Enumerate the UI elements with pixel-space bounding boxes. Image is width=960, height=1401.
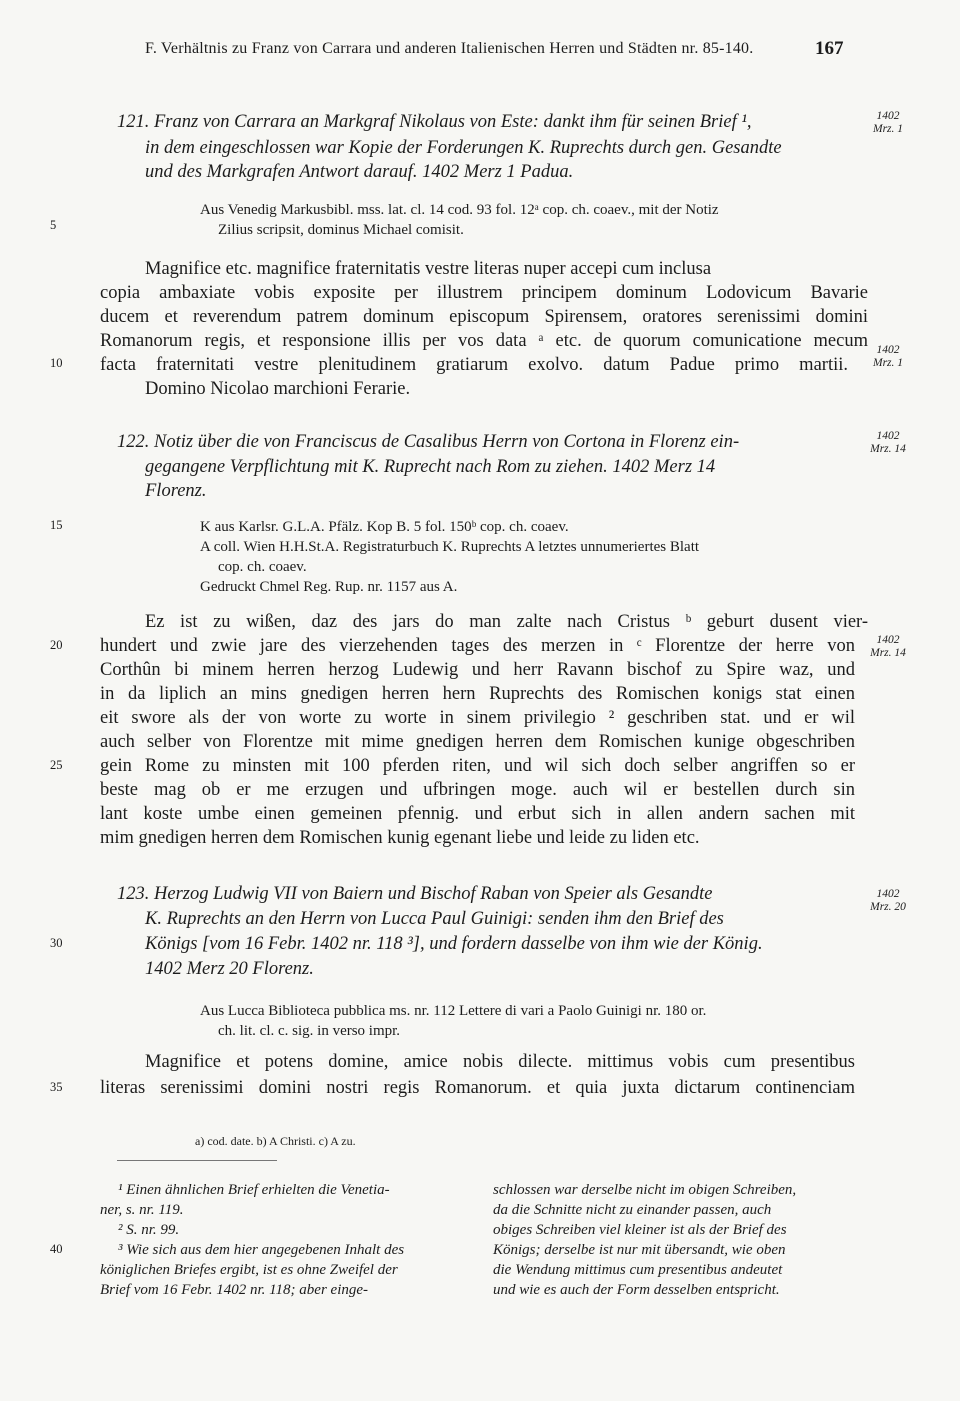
footnote-right-line-6: und wie es auch der Form desselben entspricht. [493, 1282, 780, 1298]
margin-year: 1402 [876, 888, 900, 900]
doc122-date-margin [864, 430, 912, 456]
doc121-title-line-3: und des Markgrafen Antwort darauf. 1402 Merz 1 Padua. [145, 162, 574, 182]
doc122-body-line-10: mim gnedigen herren dem Romischen kunig egenant liebe und leide zu liden etc. [100, 828, 700, 848]
doc122-body-line-6: auch selber von Florentze mit mime gnedigen herren dem Romischen kunige obgeschriben [100, 732, 855, 752]
footnote-left-line-3: ² S. nr. 99. [118, 1222, 180, 1238]
line-number-15: 15 [50, 518, 63, 532]
footnote-right-line-4: Königs; derselbe ist nur mit übersandt, wie oben [493, 1242, 786, 1258]
doc123-title-line-2: K. Ruprechts an den Herrn von Lucca Paul Guinigi: senden ihm den Brief des [145, 909, 724, 929]
doc121-title-line-2: in dem eingeschlossen war Kopie der Forderungen K. Ruprechts durch gen. Gesandte [145, 138, 782, 158]
line-number-30: 30 [50, 936, 63, 950]
margin-date: Mrz. 14 [870, 443, 906, 455]
page-number: 167 [815, 38, 844, 59]
doc122-source-line-1: K aus Karlsr. G.L.A. Pfälz. Kop B. 5 fol. 150ᵇ cop. ch. coaev. [200, 519, 569, 535]
doc122-title-line-3: Florenz. [145, 481, 207, 501]
margin-date: Mrz. 1 [872, 123, 904, 135]
margin-year: 1402 [876, 430, 900, 442]
doc122-body-line-4: in da liplich an mins gnedigen herren hern Ruprechts des Romischen konigs stat einen [100, 684, 855, 704]
doc122-body-line-8: beste mag ob er me erzugen und ufbringen moge. auch wil er bestellen durch sin [100, 780, 855, 800]
doc122-source-line-3: cop. ch. coaev. [218, 559, 307, 575]
line-number-25: 25 [50, 758, 63, 772]
doc122-source-line-4: Gedruckt Chmel Reg. Rup. nr. 1157 aus A. [200, 579, 458, 595]
doc122-body-line-5: eit swore als der von worte zu worte in sinem privilegio ² geschriben stat. und er wil [100, 708, 855, 728]
doc123-date-margin [864, 888, 912, 914]
line-number-40: 40 [50, 1242, 63, 1256]
footnote-left-line-6: Brief vom 16 Febr. 1402 nr. 118; aber einge- [100, 1282, 369, 1298]
doc121-body-line-3: ducem et reverendum patrem dominum episcopum Spirensem, oratores serenissimi domini [100, 307, 868, 327]
footnote-left-line-5: königlichen Briefes ergibt, ist es ohne Zweifel der [100, 1262, 398, 1278]
doc121-source-line-1: Aus Venedig Markusbibl. mss. lat. cl. 14 cod. 93 fol. 12ᵃ cop. ch. coaev., mit der Notiz [200, 202, 719, 218]
doc123-body-line-1: Magnifice et potens domine, amice nobis dilecte. mittimus vobis cum presentibus [145, 1052, 855, 1072]
doc123-body-line-2: literas serenissimi domini nostri regis Romanorum. et quia juxta dictarum continenciam [100, 1078, 855, 1098]
doc123-title-line-1: 123. Herzog Ludwig VII von Baiern und Bischof Raban von Speier als Gesandte [117, 884, 713, 904]
footnote-right-line-5: die Wendung mittimus cum presentibus andeutet [493, 1262, 783, 1278]
doc121-date-margin [864, 110, 912, 136]
doc121-body-line-4: Romanorum regis, et responsione illis per vos data ᵃ etc. de quorum comunicatione mecum [100, 331, 868, 351]
doc122-body-line-3: Corthûn bi minem herren herzog Ludewig und herr Ravann bischof zu Spire waz, und [100, 660, 855, 680]
footnote-left-line-2: ner, s. nr. 119. [100, 1202, 184, 1218]
doc121-body-line-1: Magnifice etc. magnifice fraternitatis vestre literas nuper accepi cum inclusa [145, 259, 712, 279]
doc122-body-line-1: Ez ist zu wißen, daz des jars do man zalte nach Cristus ᵇ geburt dusent vier- [145, 612, 868, 632]
margin-date: Mrz. 20 [870, 901, 906, 913]
margin-date: Mrz. 14 [870, 647, 906, 659]
doc121-body-line-5: facta fraternitati vestre plenitudinem gratiarum exolvo. datum Padue primo martii. [100, 355, 848, 375]
line-number-5: 5 [50, 218, 57, 232]
doc122-body-line-9: lant koste umbe einen gemeinen pfennig. und erbut sich in allen andern sachen mit [100, 804, 855, 824]
doc122-body-date-margin [864, 634, 912, 660]
variant-notes: a) cod. date. b) A Christi. c) A zu. [195, 1134, 356, 1148]
doc122-title-line-2: gegangene Verpflichtung mit K. Ruprecht nach Rom zu ziehen. 1402 Merz 14 [145, 457, 716, 477]
footnote-left-line-4: ³ Wie sich aus dem hier angegebenen Inhalt des [118, 1242, 405, 1258]
footnote-right-line-2: da die Schnitte nicht zu einander passen, auch [493, 1202, 772, 1218]
doc122-source-line-2: A coll. Wien H.H.St.A. Registraturbuch K. Ruprechts A letztes unnumeriertes Blatt [200, 539, 700, 555]
doc123-source-line-2: ch. lit. cl. c. sig. in verso impr. [218, 1023, 401, 1039]
doc123-title-line-4: 1402 Merz 20 Florenz. [145, 959, 314, 979]
margin-year: 1402 [876, 634, 900, 646]
footnote-right-line-1: schlossen war derselbe nicht im obigen Schreiben, [493, 1182, 797, 1198]
footnote-right-line-3: obiges Schreiben viel kleiner ist als der Brief des [493, 1222, 787, 1238]
footnote-left-line-1: ¹ Einen ähnlichen Brief erhielten die Venetia- [118, 1182, 390, 1198]
doc121-body-line-6: Domino Nicolao marchioni Ferarie. [145, 379, 411, 399]
doc122-body-line-7: gein Rome zu minsten mit 100 pferden riten, und wil sich doch selber angriffen so er [100, 756, 855, 776]
doc121-source-line-2: Zilius scripsit, dominus Michael comisit. [218, 222, 464, 238]
doc123-title-line-3: Königs [vom 16 Febr. 1402 nr. 118 ³], und fordern dasselbe von ihm wie der König. [145, 934, 763, 954]
margin-date: Mrz. 1 [872, 357, 904, 369]
running-title: F. Verhältnis zu Franz von Carrara und anderen Italienischen Herren und Städten nr. 85-140. [145, 40, 754, 57]
doc121-title-line-1: 121. Franz von Carrara an Markgraf Nikolaus von Este: dankt ihm für seinen Brief ¹, [117, 112, 752, 132]
doc121-body-date-margin [864, 344, 912, 370]
footnote-rule [117, 1160, 277, 1161]
doc122-body-line-2: hundert und zwie jare des vierzehenden tages des merzen in ᶜ Florentze der herre von [100, 636, 855, 656]
doc121-body-line-2: copia ambaxiate vobis exposite per illustrem principem dominum Lodovicum Bavarie [100, 283, 868, 303]
doc122-title-line-1: 122. Notiz über die von Franciscus de Casalibus Herrn von Cortona in Florenz ein- [117, 432, 740, 452]
margin-year: 1402 [876, 344, 900, 356]
line-number-35: 35 [50, 1080, 63, 1094]
line-number-10: 10 [50, 356, 63, 370]
line-number-20: 20 [50, 638, 63, 652]
doc123-source-line-1: Aus Lucca Biblioteca pubblica ms. nr. 112 Lettere di vari a Paolo Guinigi nr. 180 or. [200, 1003, 707, 1019]
margin-year: 1402 [876, 110, 900, 122]
